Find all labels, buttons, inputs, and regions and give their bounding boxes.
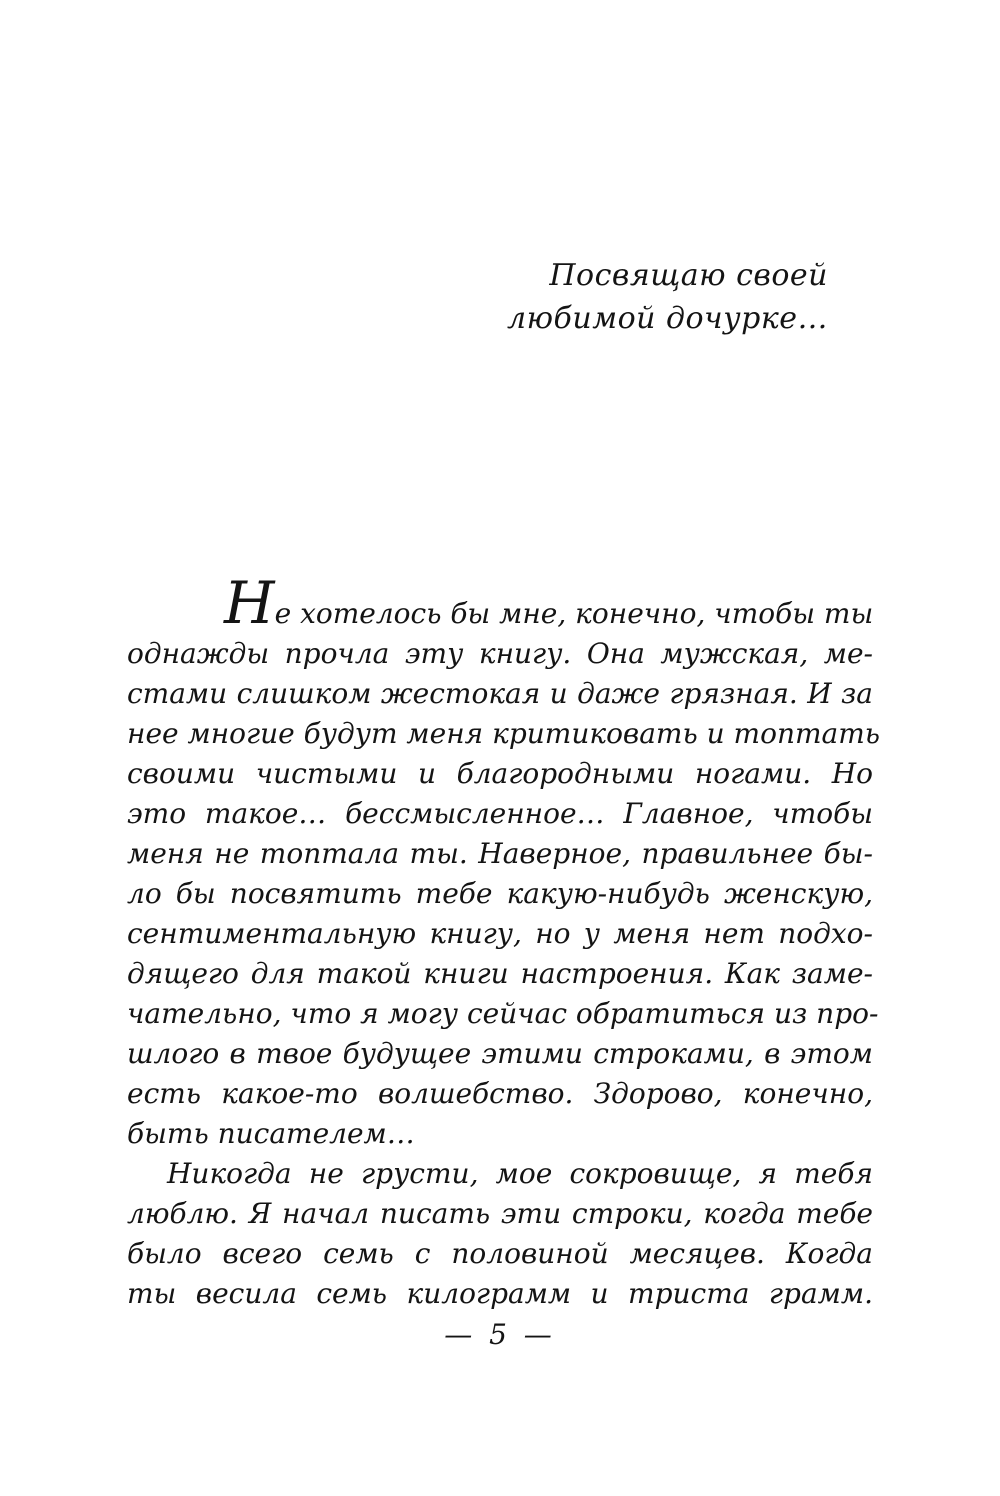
dedication-line: Посвящаю своей (549, 258, 828, 293)
body-line: есть какое-то волшебство. Здорово, конечно, (127, 1077, 873, 1110)
body-lines (127, 634, 881, 1314)
body-line: стами слишком жестокая и даже грязная. И за (127, 677, 873, 710)
body-line: своими чистыми и благородными ногами. Но (127, 757, 873, 790)
body-line: ло бы посвятить тебе какую-нибудь женскую, (127, 877, 873, 910)
dedication-line: любимой дочурке… (507, 301, 828, 336)
page-number: — 5 — (444, 1318, 556, 1351)
body-line: сентиментальную книгу, но у меня нет подхо- (127, 917, 873, 950)
body-line: шлого в твое будущее этими строками, в этом (127, 1037, 873, 1070)
body-line: ты весила семь килограмм и триста грамм. (127, 1277, 873, 1310)
body-line: однажды прочла эту книгу. Она мужская, ме- (127, 637, 873, 670)
body-line: чательно, что я могу сейчас обратиться из про- (127, 997, 879, 1030)
body-first-line (127, 569, 874, 637)
body-line: было всего семь с половиной месяцев. Когда (127, 1237, 873, 1270)
body-line: это такое… бессмысленное… Главное, чтобы (127, 797, 873, 830)
body-first-line-text: е хотелось бы мне, конечно, чтобы ты (274, 597, 874, 630)
initial-cap: Н (224, 569, 275, 637)
body-line: нее многие будут меня критиковать и топтать (127, 717, 881, 750)
body-text (127, 569, 881, 1314)
body-line: люблю. Я начал писать эти строки, когда тебе (127, 1197, 873, 1230)
body-line: быть писателем… (127, 1117, 415, 1150)
body-line: меня не топтала ты. Наверное, правильнее бы- (127, 837, 873, 870)
body-line: Никогда не грусти, мое сокровище, я тебя (167, 1157, 873, 1190)
body-line: дящего для такой книги настроения. Как заме- (127, 957, 873, 990)
dedication (130, 254, 828, 340)
